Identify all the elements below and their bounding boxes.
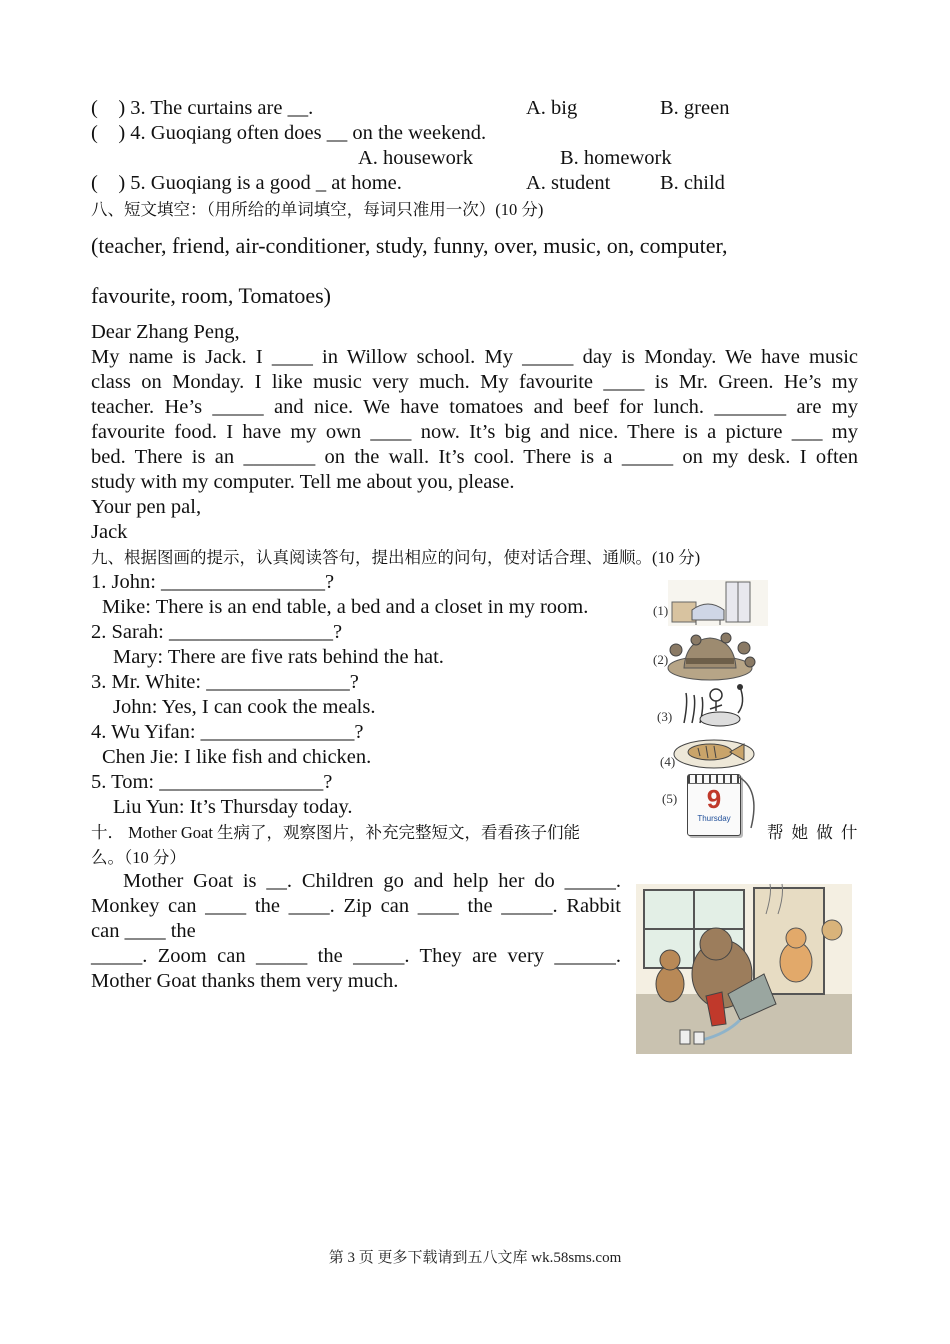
question-3 bbox=[91, 96, 313, 121]
letter-line: teacher. He’s _____ and nice. We have tomatoes and beef for lunch. _______ are my bbox=[91, 396, 858, 418]
question-5 bbox=[91, 171, 402, 196]
question-stem: 5. Guoqiang is a good _ at home. bbox=[130, 172, 402, 194]
section-10-title: 十． Mother Goat 生病了，观察图片，补充完整短文，看看孩子们能 bbox=[91, 823, 581, 842]
answer-paren: ( ) bbox=[91, 172, 126, 194]
question-stem: 4. Guoqiang often does __ on the weekend. bbox=[130, 122, 487, 144]
option-b: B. green bbox=[660, 97, 730, 119]
dialogue-question: 2. Sarah: ________________? bbox=[91, 621, 343, 643]
picture-label: (2) bbox=[653, 652, 669, 667]
dialogue-question: 1. John: ________________? bbox=[91, 571, 335, 593]
answer-paren: ( ) bbox=[91, 122, 126, 144]
letter-signature: Jack bbox=[91, 521, 128, 543]
calendar-day: 9 bbox=[706, 784, 722, 814]
story-line: _____. Zoom can _____ the _____. They are very ______. bbox=[91, 945, 621, 967]
option-a: A. student bbox=[526, 172, 611, 194]
cooking-picture bbox=[680, 683, 750, 729]
option-b: B. homework bbox=[560, 147, 672, 169]
dialogue-question: 3. Mr. White: ______________? bbox=[91, 671, 359, 693]
story-line: Mother Goat thanks them very much. bbox=[91, 970, 399, 992]
option-a: A. big bbox=[526, 97, 578, 119]
rats-hat-picture bbox=[666, 632, 754, 682]
dialogue-answer: Mary: There are five rats behind the hat. bbox=[113, 646, 444, 668]
picture-label: (4) bbox=[660, 754, 676, 769]
letter-greeting: Dear Zhang Peng, bbox=[91, 321, 240, 343]
story-line: Monkey can ____ the ____. Zip can ____ the _____. Rabbit bbox=[91, 895, 621, 917]
word-bank-line-1: (teacher, friend, air-conditioner, study, funny, over, music, on, computer, bbox=[91, 233, 728, 258]
section-9-title: 九、根据图画的提示，认真阅读答句，提出相应的问句，使对话合理、通顺。(10 分) bbox=[91, 548, 701, 567]
letter-line: bed. There is an _______ on the wall. It’s cool. There is a _____ on my desk. I often bbox=[91, 446, 858, 468]
calendar-picture bbox=[687, 774, 741, 836]
dialogue-answer: Mike: There is an end table, a bed and a closet in my room. bbox=[102, 596, 589, 618]
option-b: B. child bbox=[660, 172, 725, 194]
bedroom-picture bbox=[668, 580, 768, 626]
word-bank-line-2: favourite, room, Tomatoes) bbox=[91, 283, 331, 308]
calendar-curl bbox=[735, 768, 765, 838]
dialogue-answer: Liu Yun: It’s Thursday today. bbox=[113, 796, 353, 818]
question-stem: 3. The curtains are __. bbox=[130, 97, 314, 119]
picture-label: (5) bbox=[662, 791, 678, 806]
dialogue-answer: Chen Jie: I like fish and chicken. bbox=[102, 746, 372, 768]
dialogue-question: 5. Tom: ________________? bbox=[91, 771, 333, 793]
dialogue-question: 4. Wu Yifan: _______________? bbox=[91, 721, 364, 743]
mother-goat-scene-picture bbox=[636, 884, 852, 1054]
letter-line: My name is Jack. I ____ in Willow school. My _____ day is Monday. We have music bbox=[91, 346, 858, 368]
letter-line: study with my computer. Tell me about you, please. bbox=[91, 471, 515, 493]
question-4 bbox=[91, 121, 486, 146]
section-8-title: 八、短文填空：（用所给的单词填空，每词只准用一次）(10 分) bbox=[91, 200, 544, 219]
section-10-title-end: 帮 她 做 什 bbox=[767, 823, 858, 842]
section-10-title-cont: 么。（10 分） bbox=[91, 848, 186, 867]
story-line: Mother Goat is __. Children go and help her do _____. bbox=[123, 870, 621, 892]
fish-plate-picture bbox=[672, 736, 762, 770]
letter-line: favourite food. I have my own ____ now. It’s big and nice. There is a picture ___ my bbox=[91, 421, 858, 443]
calendar-weekday: Thursday bbox=[697, 814, 731, 823]
answer-paren: ( ) bbox=[91, 97, 126, 119]
picture-label: (1) bbox=[653, 603, 669, 618]
picture-label: (3) bbox=[657, 709, 673, 724]
calendar-rings bbox=[688, 775, 740, 784]
dialogue-answer: John: Yes, I can cook the meals. bbox=[113, 696, 376, 718]
story-line: can ____ the bbox=[91, 920, 196, 942]
letter-line: class on Monday. I like music very much. My favourite ____ is Mr. Green. He’s my bbox=[91, 371, 858, 393]
page-footer: 第 3 页 更多下载请到五八文库 wk.58sms.com bbox=[328, 1250, 622, 1266]
option-a: A. housework bbox=[358, 147, 474, 169]
letter-signoff: Your pen pal, bbox=[91, 496, 202, 518]
